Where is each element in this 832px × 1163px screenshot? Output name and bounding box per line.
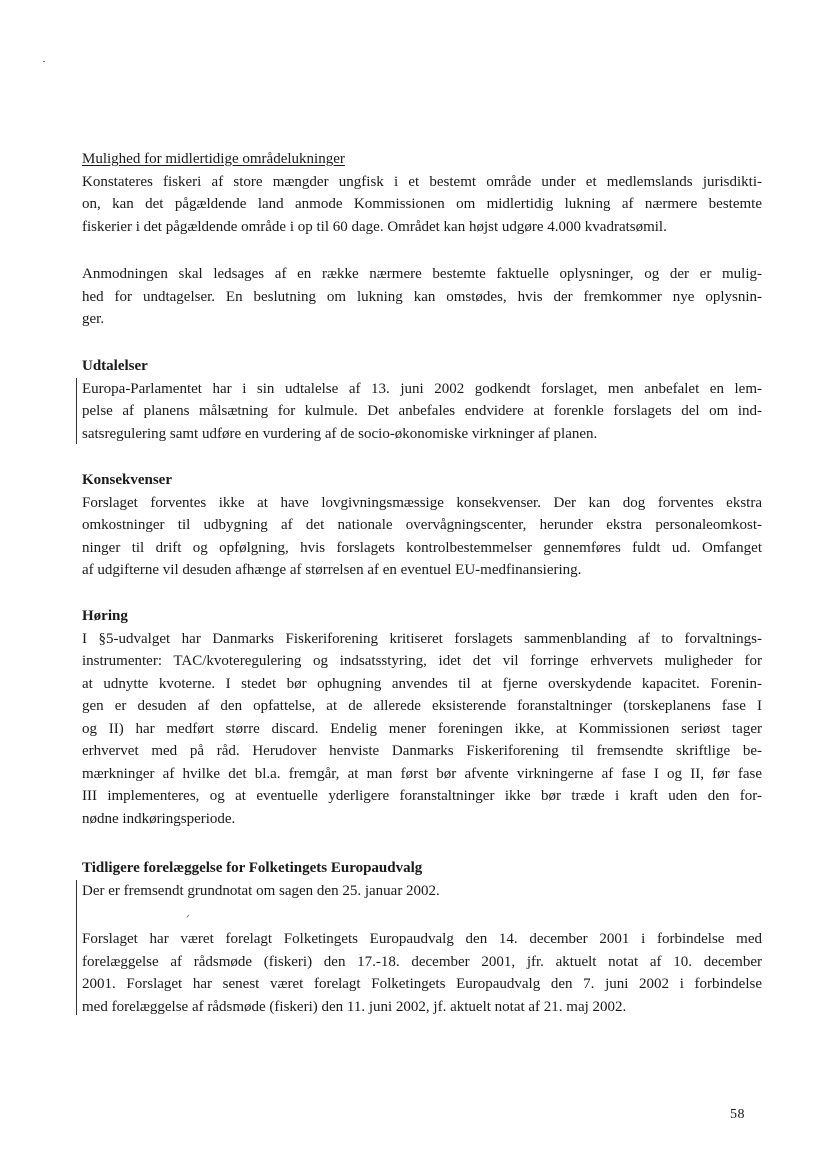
body-line: forelæggelse af rådsmøde (fiskeri) den 17.-18. december 2001, jfr. aktuelt notat af 10. december	[82, 953, 762, 970]
body-line: Forslaget har været forelagt Folketingets Europaudvalg den 14. december 2001 i forbindelse med	[82, 931, 762, 947]
body-line: omkostninger til udbygning af det nationale overvågningscenter, herunder ekstra personaleomkost-	[82, 517, 762, 533]
body-line: ger.	[82, 311, 105, 327]
body-line: I §5-udvalget har Danmarks Fiskeriforening kritiseret forslagets sammenblanding af to forvaltnings-	[82, 630, 762, 647]
section-heading: Konsekvenser	[82, 472, 172, 488]
section-consequences	[82, 469, 762, 582]
body-line: mærkninger af hvilke det bl.a. fremgår, at man først bør afvente virkningerne af fase I og II, før fase	[82, 765, 762, 782]
body-line: fiskerier i det pågældende område i op til 60 dage. Området kan højst udgøre 4.000 kvadratsømil.	[82, 218, 667, 235]
section-presentation-history	[82, 928, 762, 1018]
body-line: Anmodningen skal ledsages af en række nærmere bestemte faktuelle oplysninger, og der er mulig-	[82, 266, 762, 282]
section-previous-presentation	[82, 857, 762, 902]
body-line: pelse af planens målsætning for kulmule. Det anbefales endvidere at forenkle forslagets del om ind-	[82, 403, 762, 419]
change-bar	[76, 378, 77, 444]
body-line: hed for undtagelser. En beslutning om lukning kan omstødes, hvis der fremkommer nye oplysnin-	[82, 288, 762, 305]
body-line: erhvervet med på råd. Herudover henviste Danmarks Fiskeriforening til fremsendte skriftlige be-	[82, 743, 762, 759]
body-line: Konstateres fiskeri af store mængder ungfisk i et bestemt område under et medlemslands jurisdikti-	[82, 173, 762, 190]
section-heading: Høring	[82, 608, 128, 624]
body-line: 2001. Forslaget har senest været forelagt Folketingets Europaudvalg den 7. juni 2002 i forbindelse	[82, 976, 762, 992]
page-number: 58	[730, 1107, 745, 1122]
stray-mark: ᐟ	[186, 913, 190, 923]
body-line: nødne indkøringsperiode.	[82, 810, 236, 827]
body-line: ninger til drift og opfølgning, hvis forslagets kontrolbestemmelser gennemføres fuldt ud. Omfanget	[82, 539, 762, 556]
change-bar	[76, 880, 77, 1015]
section-heading: Udtalelser	[82, 358, 148, 374]
body-line: at udnytte kvoterne. I stedet bør ophugning anvendes til at fjerne overskydende kapacitet. Forenin-	[82, 675, 762, 692]
body-line: Der er fremsendt grundnotat om sagen den 25. januar 2002.	[82, 882, 440, 899]
section-temporary-closures	[82, 148, 762, 238]
body-line: med forelæggelse af rådsmøde (fiskeri) den 11. juni 2002, jf. aktuelt notat af 21. maj 2002.	[82, 998, 627, 1015]
body-line: Forslaget forventes ikke at have lovgivningsmæssige konsekvenser. Der kan dog forventes ekstra	[82, 494, 762, 511]
body-line: satsregulering samt udføre en vurdering af de socio-økonomiske virkninger af planen.	[82, 425, 598, 442]
section-consultation	[82, 605, 762, 830]
body-line: on, kan det pågældende land anmode Kommissionen om midlertidig lukning af nærmere bestemte	[82, 196, 762, 212]
body-line: og II) har medført større discard. Endelig mener foreningen ikke, at Kommissionen seriøst tager	[82, 720, 762, 737]
section-request-paragraph	[82, 263, 762, 331]
section-heading: Mulighed for midlertidige områdelukninger	[82, 151, 345, 167]
body-line: gen er desuden af den opfattelse, at de allerede eksisterende foranstaltninger (torskeplanens fase I	[82, 698, 762, 714]
body-line: instrumenter: TAC/kvoteregulering og indsatsstyring, idet det vil forringe erhvervets muligheder for	[82, 653, 762, 669]
scan-speck	[43, 61, 45, 62]
body-line: af udgifterne vil desuden afhænge af størrelsen af en eventuel EU-medfinansiering.	[82, 562, 582, 578]
body-line: Europa-Parlamentet har i sin udtalelse af 13. juni 2002 godkendt forslaget, men anbefalet en lem-	[82, 380, 762, 397]
body-line: III implementeres, og at eventuelle yderligere foranstaltninger ikke bør træde i kraft uden den for-	[82, 788, 762, 804]
section-statements	[82, 355, 762, 445]
section-heading: Tidligere forelæggelse for Folketingets Europaudvalg	[82, 860, 423, 876]
